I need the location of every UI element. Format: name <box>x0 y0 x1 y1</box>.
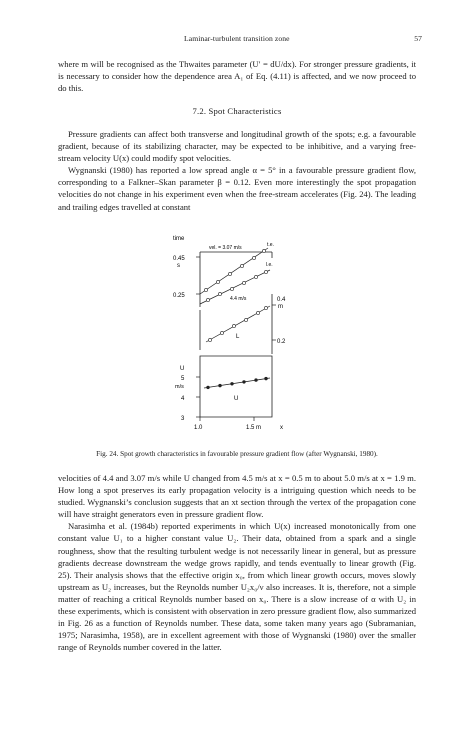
length-label: L <box>236 334 240 340</box>
x-tick-15: 1.5 m <box>246 425 262 431</box>
time-tick-025: 0.25 <box>173 293 185 299</box>
u-tick-3: 3 <box>181 416 185 422</box>
time-panel <box>173 236 274 307</box>
page-number: 57 <box>414 34 422 43</box>
te-label: t.e. <box>267 242 274 248</box>
x-tick-10: 1.0 <box>194 425 203 431</box>
body-block-2 <box>58 472 416 653</box>
vel-label-mid: 4.4 m/s <box>230 296 247 302</box>
length-tick-04: 0.4 <box>277 297 286 303</box>
running-head-title: Laminar-turbulent transition zone <box>184 34 290 43</box>
velocity-line <box>204 378 270 388</box>
time-unit: s <box>177 263 180 269</box>
length-tick-02: 0.2 <box>277 339 286 345</box>
time-axis-label: time <box>173 236 185 242</box>
section-heading: 7.2. Spot Characteristics <box>192 106 282 116</box>
paragraph-0: where m will be recognised as the Thwaites parameter (U′ = dU/dx). For stronger pressure gradients, it is necessary to consider how the dependence area A₁ of Eq. (4.11) is affected, and we now proceed to do this. <box>58 59 416 94</box>
figure-24-plot <box>160 232 320 437</box>
length-panel <box>200 294 286 354</box>
time-tick-045: 0.45 <box>173 256 185 262</box>
paragraph-3: velocities of 4.4 and 3.07 m/s while U changed from 4.5 m/s at x = 0.5 m to about 5.0 m/s at x = 1.9 m. How long a spot preserves its early propagation velocity is a intriguing question which needs to be studied. Wygnanski’s conclusion suggests that an xt section through the vertex of the propagation cone will have straight generators even in pressure gradient flow. <box>58 473 416 520</box>
paragraph-2: Wygnanski (1980) has reported a low spread angle α = 5° in a favourable pressure gradient flow, corresponding to a Falkner–Skan parameter β = 0.12. Even more interestingly the spot propagation velocities do not change in his experiment even when the free-stream accelerates (Fig. 24). The leading and trailing edges travelled at constant <box>58 165 416 212</box>
running-head <box>0 34 474 46</box>
paragraph-intro <box>58 58 416 94</box>
figure-caption: Fig. 24. Spot growth characteristics in favourable pressure gradient flow (after Wygnanski, 1980). <box>96 450 378 458</box>
paragraph-4: Narasimha et al. (1984b) reported experiments in which U(x) increased monotonically from one constant value U₁ to a higher constant value U₂. Their data, obtained from a spark and a single roughness, show that the resulting turbulent wedge is not necessarily linear in general, but as pressure gradients decrease downstream the wedge grows rapidly, and tends eventually to linear growth (Fig. 25). Their analysis shows that the effective origin x₀, from which linear growth occurs, moves slowly upstream as U₂ increases, but the Reynolds number U₂x₀/ν also increases. It is, therefore, not a simple matter of reaching a critical Reynolds number based on x₀. There is a slow increase of α with U₂ in these experiments, which is consistent with observation in zero pressure gradient flow, also summarized in Fig. 26 as a function of Reynolds number. These data, some taken many years ago (Subramanian, 1975; Narasimha, 1958), are in excellent agreement with those of Wygnanski (1980) over the smaller range of Reynolds number covered in the latter. <box>58 521 416 653</box>
u-tick-5: 5 <box>181 376 185 382</box>
paragraph-1: Pressure gradients can affect both transverse and longitudinal growth of the spots; e.g. a favourable gradient, because of its stabilizing character, may be expected to be inhibitive, and a varying free-stream velocity U(x) could modify spot velocities. <box>58 129 416 164</box>
x-axis-label: x <box>280 425 283 431</box>
u-unit: m/s <box>175 384 184 390</box>
u-tick-4: 4 <box>181 396 185 402</box>
u-curve-label: U <box>234 396 239 402</box>
velocity-panel <box>175 356 283 431</box>
figure-24 <box>160 232 320 437</box>
length-unit: m <box>278 304 283 310</box>
u-axis-label: U <box>180 366 185 372</box>
body-block-1 <box>58 128 416 213</box>
le-label: l.e. <box>266 262 273 268</box>
vel-label-top: vel. = 3.07 m/s <box>209 245 242 251</box>
